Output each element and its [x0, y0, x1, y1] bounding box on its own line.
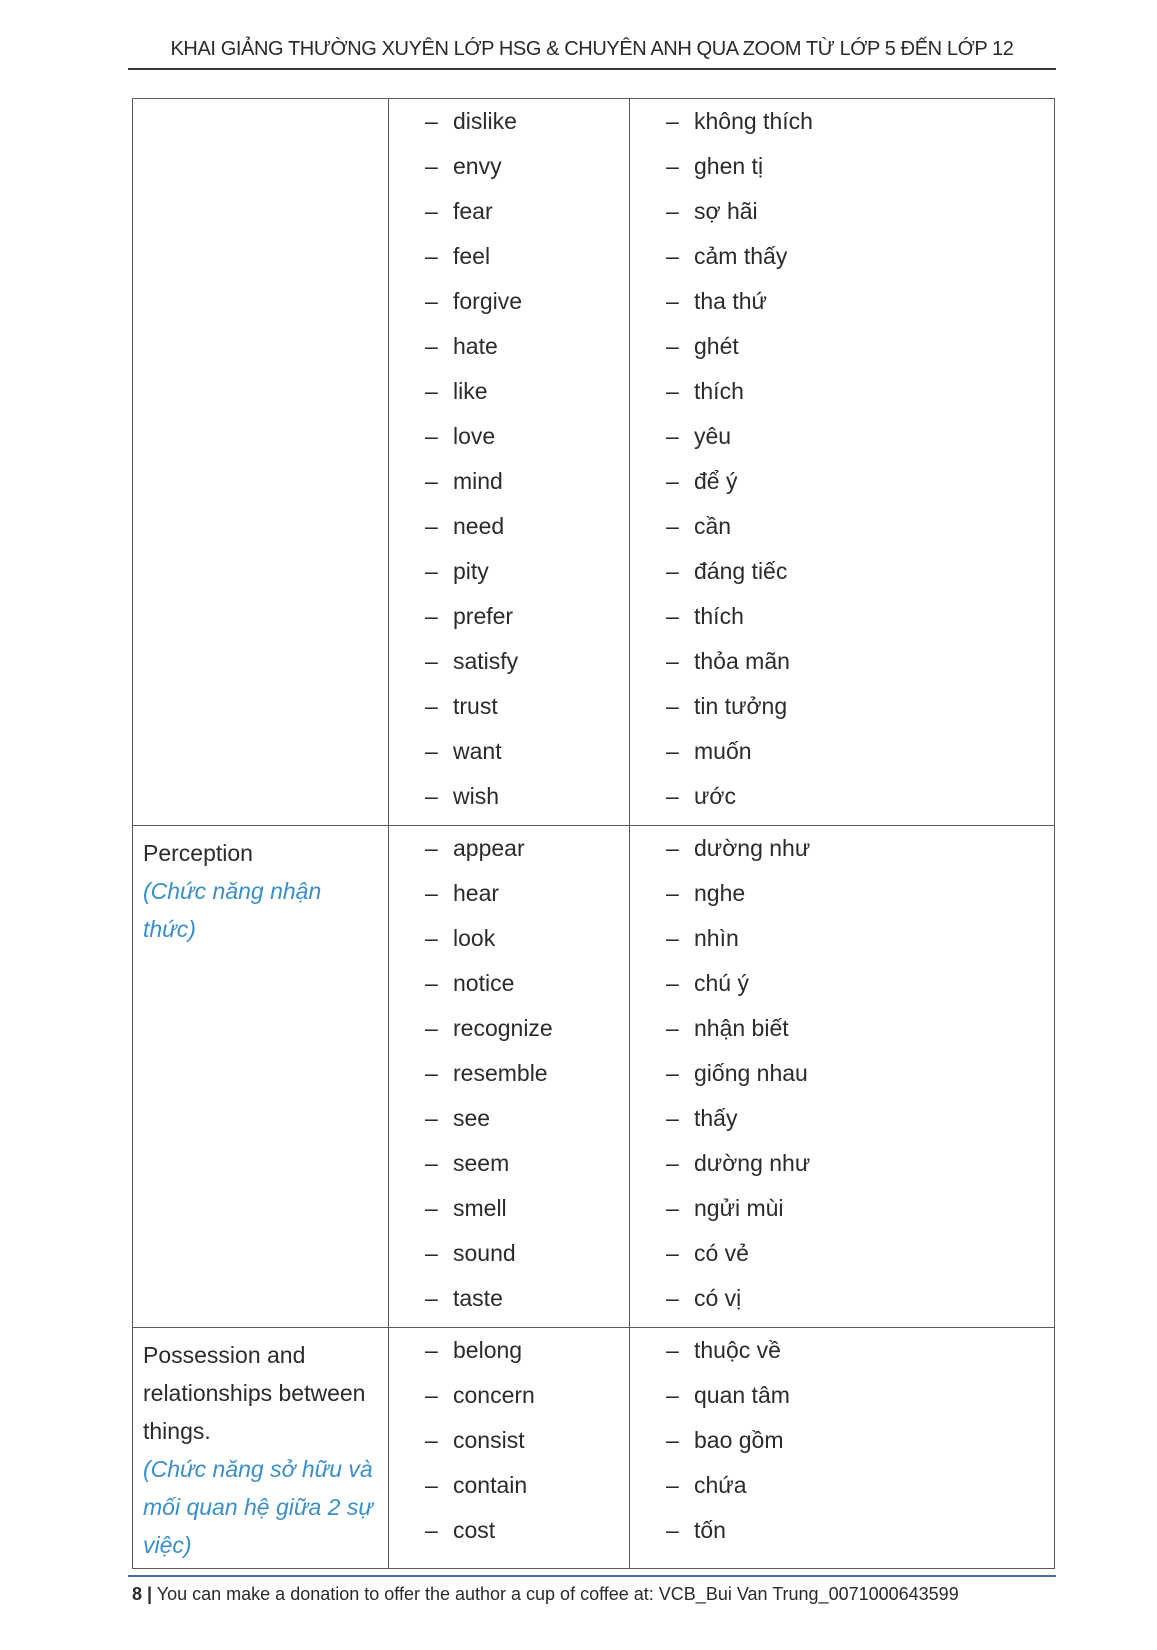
list-item: [389, 961, 629, 1006]
list-item: [630, 1463, 1054, 1508]
english-word: concern: [453, 1382, 535, 1408]
list-item: [630, 459, 1054, 504]
english-word: appear: [453, 835, 525, 861]
vietnamese-word: thích: [694, 603, 744, 629]
list-item: [630, 504, 1054, 549]
vietnamese-word: thấy: [694, 1105, 738, 1131]
english-word: resemble: [453, 1060, 548, 1086]
english-word: wish: [453, 783, 500, 809]
list-item: [630, 1276, 1054, 1321]
list-item: [389, 1463, 629, 1508]
vietnamese-word: thuộc về: [694, 1337, 781, 1363]
table-row: [133, 1328, 1055, 1569]
vocabulary-table: [132, 98, 1055, 1569]
vietnamese-word: quan tâm: [694, 1382, 790, 1408]
english-word: consist: [453, 1427, 525, 1453]
vietnamese-word: thích: [694, 378, 744, 404]
list-item: [630, 916, 1054, 961]
vietnamese-word: cảm thấy: [694, 243, 788, 269]
english-word: seem: [453, 1150, 510, 1176]
english-word: feel: [453, 243, 491, 269]
list-item: [389, 99, 629, 144]
english-word: look: [453, 925, 496, 951]
list-item: [630, 1051, 1054, 1096]
vietnamese-word: đáng tiếc: [694, 558, 788, 584]
english-word: love: [453, 423, 496, 449]
list-item: [389, 1328, 629, 1373]
list-item: [630, 414, 1054, 459]
category-cell: [133, 826, 389, 1328]
english-word: hate: [453, 333, 498, 359]
page-footer: [132, 1584, 959, 1605]
category-label-vi: (Chức năng nhận thức): [143, 878, 322, 942]
list-item: [389, 639, 629, 684]
vietnamese-word: tin tưởng: [694, 693, 788, 719]
vietnamese-word: dường như: [694, 835, 811, 861]
vietnamese-words-cell: [630, 826, 1055, 1328]
category-label: Perception: [143, 840, 253, 866]
english-words-cell: [389, 99, 630, 826]
vietnamese-word: ghét: [694, 333, 739, 359]
vietnamese-word: bao gồm: [694, 1427, 784, 1453]
list-item: [630, 1328, 1054, 1373]
list-item: [630, 774, 1054, 819]
list-item: [389, 1096, 629, 1141]
list-item: [389, 1231, 629, 1276]
list-item: [630, 279, 1054, 324]
footer-separator: |: [147, 1584, 153, 1604]
list-item: [630, 871, 1054, 916]
english-word: prefer: [453, 603, 514, 629]
list-item: [630, 234, 1054, 279]
english-word: cost: [453, 1517, 496, 1543]
list-item: [389, 504, 629, 549]
list-item: [630, 729, 1054, 774]
english-word: trust: [453, 693, 498, 719]
english-word: belong: [453, 1337, 523, 1363]
footer-divider: [128, 1575, 1056, 1577]
vietnamese-word: nghe: [694, 880, 746, 906]
list-item: [389, 459, 629, 504]
english-words-cell: [389, 826, 630, 1328]
list-item: [389, 684, 629, 729]
list-item: [630, 684, 1054, 729]
english-word: hear: [453, 880, 500, 906]
page-header: KHAI GIẢNG THƯỜNG XUYÊN LỚP HSG & CHUYÊN ANH QUA ZOOM TỪ LỚP 5 ĐẾN LỚP 12: [170, 38, 1014, 60]
vietnamese-word: nhận biết: [694, 1015, 789, 1041]
english-word: satisfy: [453, 648, 519, 674]
list-item: [389, 1508, 629, 1553]
vietnamese-word: ước: [694, 783, 736, 809]
vietnamese-word: giống nhau: [694, 1060, 808, 1086]
vietnamese-word: chú ý: [694, 970, 749, 996]
list-item: [630, 144, 1054, 189]
list-item: [389, 324, 629, 369]
header-divider: [128, 68, 1056, 70]
list-item: [389, 1276, 629, 1321]
english-word: dislike: [453, 108, 517, 134]
english-word: mind: [453, 468, 503, 494]
english-word: forgive: [453, 288, 523, 314]
list-item: [630, 1141, 1054, 1186]
list-item: [389, 1006, 629, 1051]
list-item: [389, 826, 629, 871]
english-word: contain: [453, 1472, 528, 1498]
english-word: smell: [453, 1195, 507, 1221]
vietnamese-word: không thích: [694, 108, 813, 134]
english-word: notice: [453, 970, 515, 996]
footer-text: You can make a donation to offer the author a cup of coffee at: VCB_Bui Van Trung_0071000643599: [156, 1584, 959, 1604]
english-word: like: [453, 378, 488, 404]
table-row: [133, 826, 1055, 1328]
list-item: [389, 1186, 629, 1231]
vietnamese-word: chứa: [694, 1472, 747, 1498]
list-item: [630, 1508, 1054, 1553]
page-number: 8: [132, 1584, 143, 1604]
vietnamese-word: thỏa mãn: [694, 648, 790, 674]
list-item: [389, 916, 629, 961]
vocabulary-table-wrapper: [132, 98, 1054, 1569]
category-label-vi: (Chức năng sở hữu và mối quan hệ giữa 2 sự việc): [143, 1456, 373, 1558]
list-item: [630, 594, 1054, 639]
list-item: [389, 144, 629, 189]
english-word: need: [453, 513, 505, 539]
english-word: pity: [453, 558, 489, 584]
english-word: fear: [453, 198, 493, 224]
list-item: [630, 324, 1054, 369]
list-item: [389, 594, 629, 639]
list-item: [630, 1186, 1054, 1231]
list-item: [389, 549, 629, 594]
list-item: [630, 1096, 1054, 1141]
list-item: [389, 1051, 629, 1096]
category-cell: [133, 99, 389, 826]
vietnamese-word: có vẻ: [694, 1240, 749, 1266]
english-word: envy: [453, 153, 502, 179]
category-cell: [133, 1328, 389, 1569]
vietnamese-word: muốn: [694, 738, 752, 764]
list-item: [630, 189, 1054, 234]
vietnamese-word: để ý: [694, 468, 738, 494]
list-item: [389, 369, 629, 414]
list-item: [389, 234, 629, 279]
english-word: recognize: [453, 1015, 553, 1041]
list-item: [389, 1418, 629, 1463]
vietnamese-word: nhìn: [694, 925, 739, 951]
list-item: [389, 1373, 629, 1418]
english-word: see: [453, 1105, 491, 1131]
category-label: Possession and relationships between things.: [143, 1342, 366, 1444]
english-word: sound: [453, 1240, 516, 1266]
vietnamese-word: ngửi mùi: [694, 1195, 784, 1221]
vietnamese-words-cell: [630, 1328, 1055, 1569]
list-item: [389, 729, 629, 774]
vietnamese-word: dường như: [694, 1150, 811, 1176]
english-word: taste: [453, 1285, 503, 1311]
list-item: [389, 279, 629, 324]
list-item: [630, 1006, 1054, 1051]
list-item: [630, 826, 1054, 871]
list-item: [630, 1231, 1054, 1276]
list-item: [389, 871, 629, 916]
vietnamese-word: yêu: [694, 423, 732, 449]
list-item: [630, 549, 1054, 594]
list-item: [630, 639, 1054, 684]
list-item: [389, 774, 629, 819]
vietnamese-words-cell: [630, 99, 1055, 826]
vietnamese-word: sợ hãi: [694, 198, 758, 224]
vietnamese-word: ghen tị: [694, 153, 764, 179]
vietnamese-word: tốn: [694, 1517, 726, 1543]
vietnamese-word: có vị: [694, 1285, 742, 1311]
list-item: [389, 414, 629, 459]
vietnamese-word: cần: [694, 513, 732, 539]
table-row: [133, 99, 1055, 826]
list-item: [630, 961, 1054, 1006]
list-item: [630, 1418, 1054, 1463]
vietnamese-word: tha thứ: [694, 288, 767, 314]
english-word: want: [453, 738, 502, 764]
list-item: [630, 1373, 1054, 1418]
list-item: [389, 189, 629, 234]
english-words-cell: [389, 1328, 630, 1569]
list-item: [630, 99, 1054, 144]
list-item: [389, 1141, 629, 1186]
list-item: [630, 369, 1054, 414]
